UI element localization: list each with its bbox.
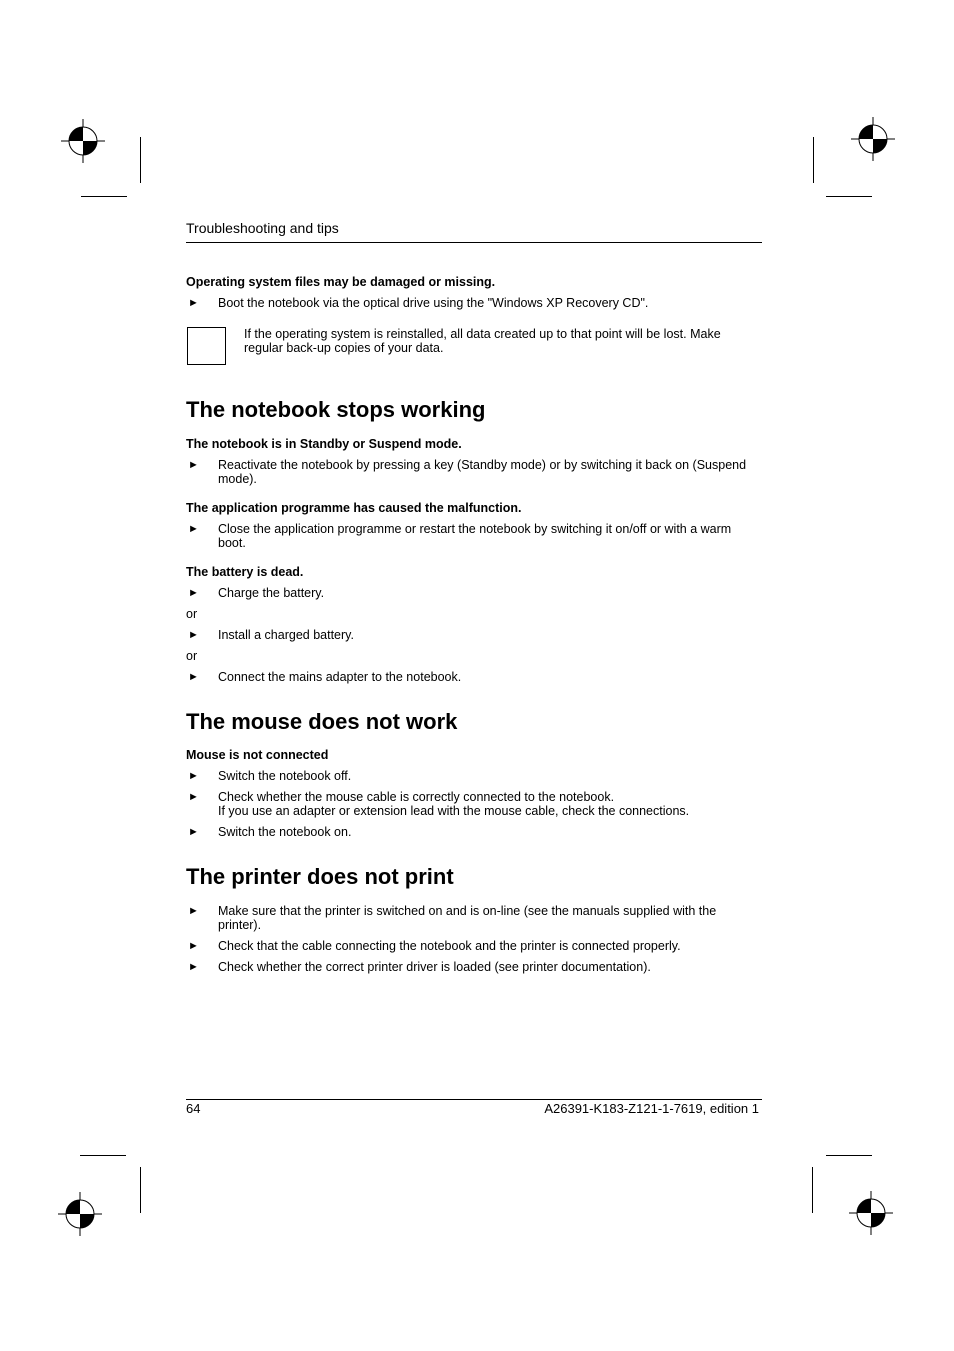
subheading-os-damaged: Operating system files may be damaged or missing.	[186, 275, 496, 289]
bullet-arrow-icon: ►	[188, 940, 199, 952]
list-item-text: Boot the notebook via the optical drive using the "Windows XP Recovery CD".	[218, 296, 649, 310]
bullet-arrow-icon: ►	[188, 905, 199, 917]
crop-mark	[813, 137, 814, 183]
header-rule	[186, 242, 762, 243]
crop-mark	[81, 196, 127, 197]
bullet-arrow-icon: ►	[188, 523, 199, 535]
list-item-text: Charge the battery.	[218, 586, 325, 600]
list-item-text	[218, 790, 762, 818]
section-title-printer: The printer does not print	[186, 864, 454, 889]
bullet-arrow-icon: ►	[188, 459, 199, 471]
list-item-line: If you use an adapter or extension lead with the mouse cable, check the connections.	[218, 804, 690, 818]
list-item-text: Switch the notebook on.	[218, 825, 352, 839]
note-icon	[187, 327, 226, 365]
list-item-text: Connect the mains adapter to the notebook.	[218, 670, 462, 684]
registration-mark-icon	[61, 119, 105, 163]
list-item-text: Install a charged battery.	[218, 628, 354, 642]
bullet-arrow-icon: ►	[188, 297, 199, 309]
document-id: A26391-K183-Z121-1-7619, edition 1	[544, 1101, 759, 1116]
subheading-application: The application programme has caused the malfunction.	[186, 501, 522, 515]
or-text: or	[186, 649, 198, 663]
bullet-arrow-icon: ►	[188, 791, 199, 803]
crop-mark	[140, 137, 141, 183]
list-item-text: Close the application programme or restart the notebook by switching it on/off or with a warm boot.	[218, 522, 732, 550]
list-item-text: Reactivate the notebook by pressing a key (Standby mode) or by switching it back on (Suspend mode).	[218, 458, 747, 486]
or-text: or	[186, 607, 198, 621]
section-title-mouse: The mouse does not work	[186, 709, 458, 734]
bullet-arrow-icon: ►	[188, 961, 199, 973]
list-item-line: Check whether the mouse cable is correctly connected to the notebook.	[218, 790, 615, 804]
list-item-text: Switch the notebook off.	[218, 769, 352, 783]
bullet-arrow-icon: ►	[188, 770, 199, 782]
bullet-arrow-icon: ►	[188, 629, 199, 641]
bullet-arrow-icon: ►	[188, 587, 199, 599]
registration-mark-icon	[851, 117, 895, 161]
crop-mark	[826, 196, 872, 197]
list-item-text: Check whether the correct printer driver is loaded (see printer documentation).	[218, 960, 651, 974]
registration-mark-icon	[58, 1192, 102, 1236]
crop-mark	[140, 1167, 141, 1213]
registration-mark-icon	[849, 1191, 893, 1235]
bullet-arrow-icon: ►	[188, 671, 199, 683]
list-item-text: Check that the cable connecting the notebook and the printer is connected properly.	[218, 939, 681, 953]
bullet-arrow-icon: ►	[188, 826, 199, 838]
crop-mark	[80, 1155, 126, 1156]
page-number: 64	[186, 1101, 201, 1116]
subheading-standby: The notebook is in Standby or Suspend mode.	[186, 437, 462, 451]
subheading-battery: The battery is dead.	[186, 565, 304, 579]
list-item-text: Make sure that the printer is switched on and is on-line (see the manuals supplied with the printer).	[218, 904, 717, 932]
crop-mark	[812, 1167, 813, 1213]
running-head: Troubleshooting and tips	[186, 220, 339, 236]
subheading-mouse-not-connected: Mouse is not connected	[186, 748, 329, 762]
section-title-notebook-stops: The notebook stops working	[186, 397, 486, 422]
crop-mark	[826, 1155, 872, 1156]
footer-rule	[186, 1099, 762, 1100]
note-text: If the operating system is reinstalled, all data created up to that point will be lost. Make regular back-up copies of your data.	[244, 327, 721, 355]
